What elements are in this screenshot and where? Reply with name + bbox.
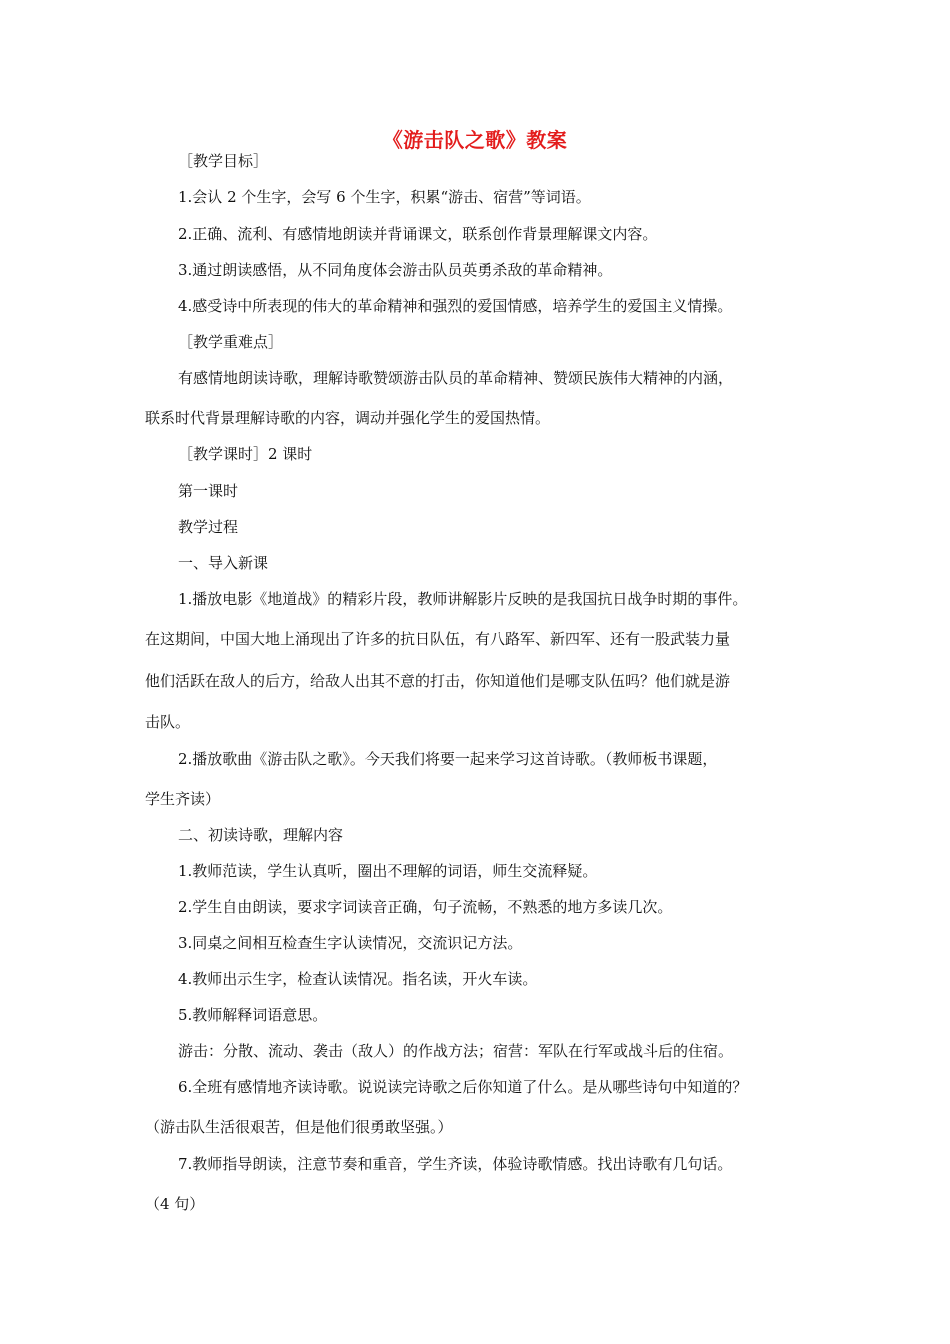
list-item: 6.全班有感情地齐读诗歌。说说读完诗歌之后你知道了什么。是从哪些诗句中知道的？ — [178, 1078, 748, 1096]
paragraph-line: 学生齐读） — [145, 790, 221, 808]
document-title: 《游击队之歌》教案 — [382, 128, 568, 152]
list-item: 5.教师解释词语意思。 — [178, 1006, 328, 1024]
paragraph-line: 联系时代背景理解诗歌的内容，调动并强化学生的爱国热情。 — [145, 409, 551, 427]
objective-item: 2.正确、流利、有感情地朗读并背诵课文，联系创作背景理解课文内容。 — [178, 225, 658, 243]
paragraph-line: 击队。 — [145, 713, 191, 731]
objective-item: 3.通过朗读感悟，从不同角度体会游击队员英勇杀敌的革命精神。 — [178, 261, 613, 279]
objective-item: 1.会认 2 个生字，会写 6 个生字，积累“游击、宿营”等词语。 — [178, 188, 591, 206]
paragraph-line: 2.播放歌曲《游击队之歌》。今天我们将要一起来学习这首诗歌。（教师板书课题， — [178, 750, 718, 768]
list-item: 4.教师出示生字，检查认读情况。指名读，开火车读。 — [178, 970, 538, 988]
paragraph-line: 他们活跃在敌人的后方，给敌人出其不意的打击，你知道他们是哪支队伍吗？他们就是游 — [145, 672, 731, 690]
process-heading: 教学过程 — [178, 518, 239, 536]
section-heading-periods: ［教学课时］2 课时 — [178, 445, 313, 463]
list-item: 2.学生自由朗读，要求字词读音正确，句子流畅，不熟悉的地方多读几次。 — [178, 898, 673, 916]
paragraph-line: 1.播放电影《地道战》的精彩片段，教师讲解影片反映的是我国抗日战争时期的事件。 — [178, 590, 748, 608]
definition-line: 游击：分散、流动、袭击（敌人）的作战方法；宿营：军队在行军或战斗后的住宿。 — [178, 1042, 734, 1060]
list-item: 3.同桌之间相互检查生字认读情况，交流识记方法。 — [178, 934, 523, 952]
step-heading: 一、导入新课 — [178, 554, 269, 572]
list-item: 1.教师范读，学生认真听，圈出不理解的词语，师生交流释疑。 — [178, 862, 598, 880]
list-item: 7.教师指导朗读，注意节奏和重音，学生齐读，体验诗歌情感。找出诗歌有几句话。 — [178, 1155, 733, 1173]
paragraph-line: （4 句） — [145, 1195, 205, 1213]
objective-item: 4.感受诗中所表现的伟大的革命精神和强烈的爱国情感，培养学生的爱国主义情操。 — [178, 297, 733, 315]
step-heading: 二、初读诗歌，理解内容 — [178, 826, 344, 844]
lesson-heading: 第一课时 — [178, 482, 239, 500]
paragraph-line: 在这期间，中国大地上涌现出了许多的抗日队伍，有八路军、新四军、还有一股武装力量 — [145, 630, 731, 648]
section-heading-objectives: ［教学目标］ — [178, 152, 269, 170]
section-heading-key-points: ［教学重难点］ — [178, 333, 284, 351]
paragraph-line: （游击队生活很艰苦，但是他们很勇敢坚强。） — [145, 1118, 453, 1136]
paragraph-line: 有感情地朗读诗歌，理解诗歌赞颂游击队员的革命精神、赞颂民族伟大精神的内涵， — [178, 369, 734, 387]
